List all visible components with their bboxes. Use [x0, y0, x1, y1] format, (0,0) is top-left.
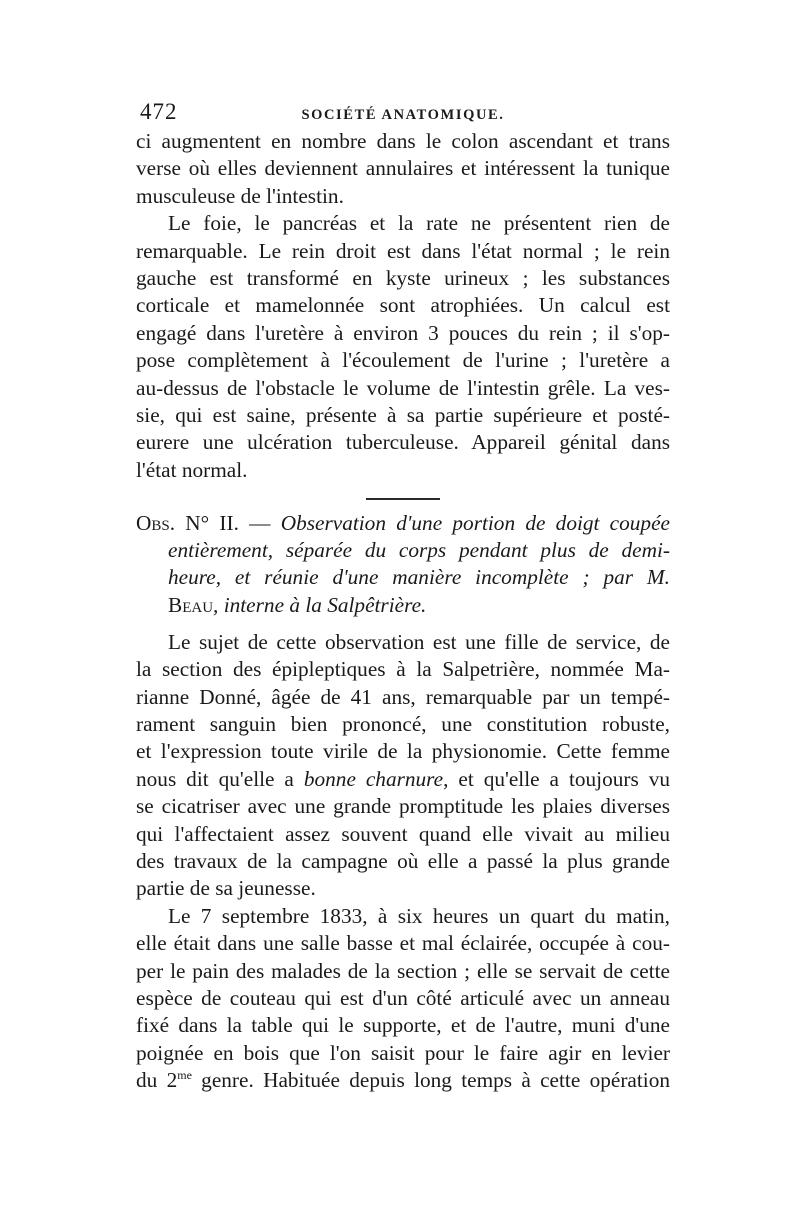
text-line-mixed — [136, 1067, 670, 1094]
text-line: Le sujet de cette observation est une fille de service, de — [168, 629, 670, 654]
text-line: sie, qui est saine, présente à sa partie supérieure et posté- — [136, 402, 670, 427]
italic-phrase: bonne charnure — [303, 766, 444, 791]
page-header — [136, 90, 670, 128]
text-line: rament sanguin bien prononcé, une constitution robuste, — [136, 712, 670, 736]
text-line: au-dessus de l'obstacle le volume de l'intestin grêle. La ves- — [136, 375, 670, 400]
text-line: per le pain des malades de la section ; elle se servait de cette — [136, 958, 670, 983]
text-segment: genre. Habituée depuis long temps à cette opération — [191, 1068, 670, 1093]
text-line: eurere une ulcération tuberculeuse. Appareil génital dans — [136, 430, 670, 455]
book-page — [136, 90, 670, 1094]
observation-author-line — [136, 592, 670, 619]
section-divider — [366, 498, 440, 500]
text-line: se cicatriser avec une grande promptitude les plaies diverses — [136, 794, 670, 819]
text-line: remarquable. Le rein droit est dans l'état normal ; le rein — [136, 238, 670, 263]
text-line: rianne Donné, âgée de 41 ans, remarquable par un tempé- — [136, 684, 670, 709]
text-line: verse où elles deviennent annulaires et intéressent la tunique — [136, 156, 670, 181]
observation-author-role: , interne à la Salpêtrière. — [213, 592, 427, 617]
text-segment: , et qu'elle a toujours vu — [443, 766, 670, 791]
text-line: la section des épipleptiques à la Salpetrière, nommée Ma- — [136, 657, 670, 682]
paragraph-accident — [136, 903, 670, 1095]
paragraph-intestine — [136, 128, 670, 210]
running-title: SOCIÉTÉ ANATOMIQUE. — [301, 107, 505, 123]
text-line: partie de sa jeunesse. — [136, 876, 316, 901]
observation-title-part: entièrement, séparée du corps pendant plus de demi- — [168, 538, 670, 563]
observation-title-part: heure, et réunie d'une manière incomplète ; par M. — [168, 565, 670, 590]
text-line: Le foie, le pancréas et la rate ne présentent rien de — [168, 211, 670, 236]
text-line: elle était dans une salle basse et mal éclairée, occupée à cou- — [136, 931, 670, 956]
text-line-mixed — [136, 766, 670, 793]
text-segment: nous dit qu'elle a — [136, 766, 294, 791]
superscript: me — [177, 1067, 192, 1082]
observation-author: Beau — [168, 592, 214, 617]
paragraph-subject — [136, 629, 670, 903]
text-line: ci augmentent en nombre dans le colon ascendant et trans — [136, 129, 670, 153]
observation-heading — [136, 510, 670, 619]
text-line: qui l'affectaient assez souvent quand elle vivait au milieu — [136, 821, 670, 846]
observation-title-line — [136, 510, 670, 537]
paragraph-organs — [136, 210, 670, 484]
text-line: engagé dans l'uretère à environ 3 pouces du rein ; il s'op- — [136, 320, 670, 345]
text-line: fixé dans la table qui le supporte, et de l'autre, muni d'une — [136, 1013, 670, 1038]
text-line: musculeuse de l'intestin. — [136, 183, 344, 208]
observation-title-part: Observation d'une portion de doigt coupée — [280, 511, 670, 536]
text-line: l'état normal. — [136, 457, 248, 482]
text-line: gauche est transformé en kyste urineux ; les substances — [136, 265, 670, 290]
observation-label: Obs. N° II. — — [136, 511, 271, 536]
text-line: espèce de couteau qui est d'un côté articulé avec un anneau — [136, 985, 670, 1010]
text-line: corticale et mamelonnée sont atrophiées. Un calcul est — [136, 293, 670, 318]
text-line: poignée en bois que l'on saisit pour le faire agir en levier — [136, 1040, 670, 1065]
text-line: et l'expression toute virile de la physionomie. Cette femme — [136, 739, 670, 764]
text-line: des travaux de la campagne où elle a passé la plus grande — [136, 848, 670, 873]
text-segment: du 2 — [136, 1068, 178, 1093]
text-line: pose complètement à l'écoulement de l'urine ; l'uretère a — [136, 348, 670, 373]
text-line: Le 7 septembre 1833, à six heures un quart du matin, — [168, 903, 670, 928]
page-number: 472 — [140, 99, 178, 124]
